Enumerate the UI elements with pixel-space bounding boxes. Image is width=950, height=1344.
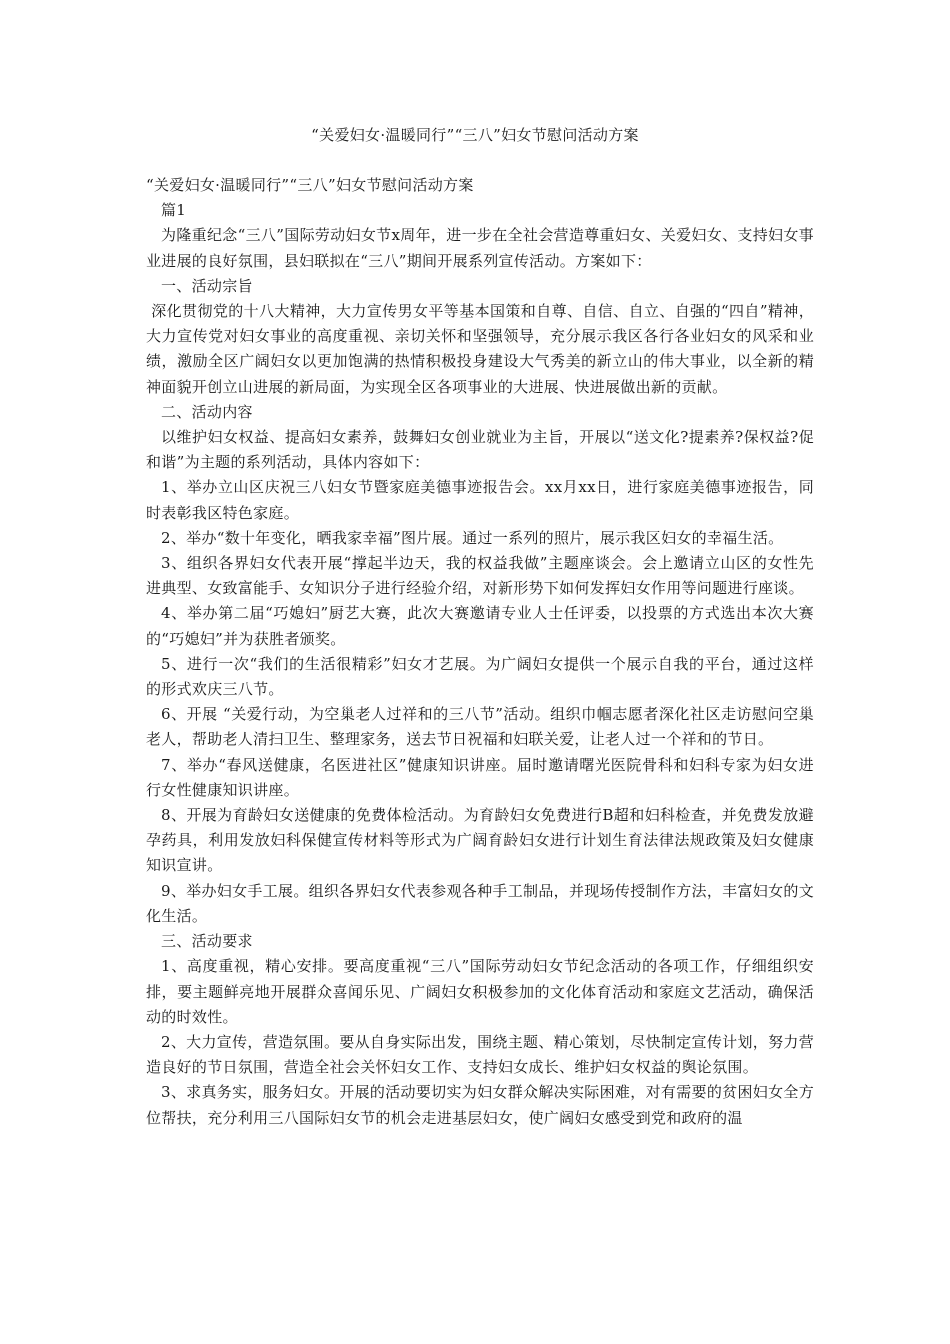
- list-item: 5、进行一次“我们的生活很精彩”妇女才艺展。为广阔妇女提供一个展示自我的平台，通过这样的形式欢庆三八节。: [146, 654, 814, 699]
- section-heading: 三、活动要求: [161, 932, 253, 951]
- list-item: 4、举办第二届“巧媳妇”厨艺大赛，此次大赛邀请专业人士任评委，以投票的方式选出本次大赛的“巧媳妇”并为获胜者颁奖。: [146, 604, 814, 648]
- list-item: 2、举办“数十年变化，晒我家幸福”图片展。通过一系列的照片，展示我区妇女的幸福生活。: [161, 528, 784, 547]
- list-item: 2、大力宣传，营造氛围。要从自身实际出发，围绕主题、精心策划，尽快制定宣传计划，努力营造良好的节日氛围，营造全社会关怀妇女工作、支持妇女成长、维护妇女权益的舆论氛围。: [146, 1032, 814, 1077]
- body-paragraph: 深化贯彻党的十八大精神，大力宣传男女平等基本国策和自尊、自信、自立、自强的“四自”精神，大力宣传党对妇女事业的高度重视、亲切关怀和坚强领导，充分展示我区各行各业妇女的风采和业绩，激励全区广阔妇女以更加饱满的热情积极投身建设大气秀美的新立山的伟大事业，以全新的精神面貌开创立山进展的新局面，为实现全区各项事业的大进展、快进展做出新的贡献。: [146, 302, 814, 396]
- list-item: 3、组织各界妇女代表开展“撑起半边天，我的权益我做”主题座谈会。会上邀请立山区的女性先进典型、女致富能手、女知识分子进行经验介绍，对新形势下如何发挥妇女作用等问题进行座谈。: [146, 554, 814, 598]
- list-item: 1、举办立山区庆祝三八妇女节暨家庭美德事迹报告会。xx月xx日，进行家庭美德事迹报告，同时表彰我区特色家庭。: [146, 478, 814, 522]
- document-title: “关爱妇女·温暖同行”“三八”妇女节慰问活动方案: [311, 126, 639, 144]
- body-paragraph: 以维护妇女权益、提高妇女素养，鼓舞妇女创业就业为主旨，开展以“送文化?提素养?保权益?促和谐”为主题的系列活动，具体内容如下：: [146, 428, 814, 472]
- list-item: 3、求真务实，服务妇女。开展的活动要切实为妇女群众解决实际困难，对有需要的贫困妇女全方位帮扶，充分利用三八国际妇女节的机会走进基层妇女，使广阔妇女感受到党和政府的温: [146, 1083, 814, 1127]
- section-heading: 一、活动宗旨: [161, 276, 253, 295]
- section-heading: 二、活动内容: [161, 402, 253, 421]
- document-body: [146, 173, 814, 1131]
- chapter-label: 篇1: [161, 201, 187, 220]
- body-paragraph: 为隆重纪念“三八”国际劳动妇女节x周年，进一步在全社会营造尊重妇女、关爱妇女、支持妇女事业进展的良好氛围，县妇联拟在“三八”期间开展系列宣传活动。方案如下：: [146, 226, 814, 270]
- list-item: 9、举办妇女手工展。组织各界妇女代表参观各种手工制品，并现场传授制作方法，丰富妇女的文化生活。: [146, 881, 814, 925]
- list-item: 1、高度重视，精心安排。要高度重视“三八”国际劳动妇女节纪念活动的各项工作，仔细组织安排，要主题鲜亮地开展群众喜闻乐见、广阔妇女积极参加的文化体育活动和家庭文艺活动，确保活动的时效性。: [146, 957, 814, 1026]
- list-item: 8、开展为育龄妇女送健康的免费体检活动。为育龄妇女免费进行B超和妇科检查，并免费发放避孕药具，利用发放妇科保健宣传材料等形式为广阔育龄妇女进行计划生育法律法规政策及妇女健康知识宣讲。: [146, 806, 814, 875]
- subtitle-paragraph: “关爱妇女·温暖同行”“三八”妇女节慰问活动方案: [146, 176, 474, 194]
- list-item: 7、举办“春风送健康，名医进社区”健康知识讲座。届时邀请曙光医院骨科和妇科专家为妇女进行女性健康知识讲座。: [146, 755, 814, 799]
- list-item: 6、开展 “关爱行动，为空巢老人过祥和的三八节”活动。组织巾帼志愿者深化社区走访慰问空巢老人，帮助老人清扫卫生、整理家务，送去节日祝福和妇联关爱，让老人过一个祥和的节日。: [146, 705, 814, 749]
